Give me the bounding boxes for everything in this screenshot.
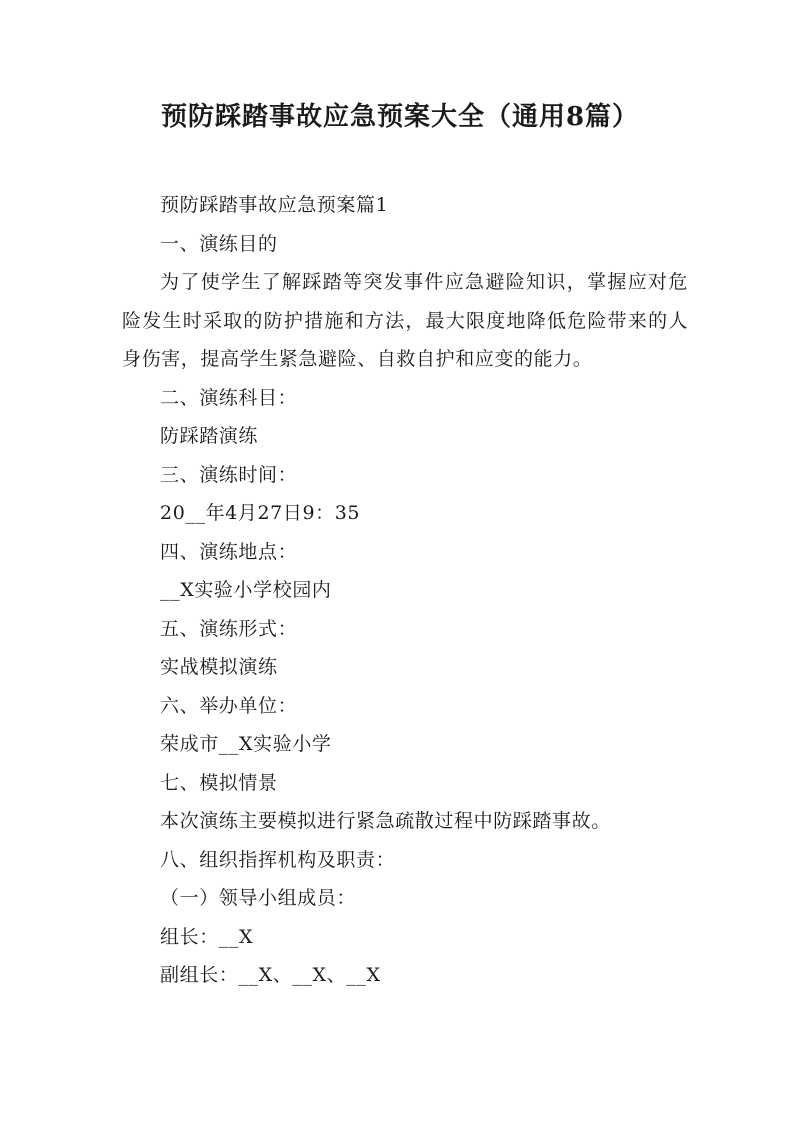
heading-scenario: 七、模拟情景	[160, 771, 278, 794]
paragraph-deputy-leaders: 副组长：__X、__X、__X	[160, 964, 381, 986]
section-heading: 预防踩踏事故应急预案篇1	[160, 194, 389, 216]
paragraph-scenario: 本次演练主要模拟进行紧急疏散过程中防踩踏事故。	[160, 810, 611, 832]
heading-drill-time: 三、演练时间：	[160, 463, 298, 486]
paragraph-drill-subject: 防踩踏演练	[160, 425, 259, 447]
subheading-leadership-group: （一）领导小组成员：	[160, 887, 357, 909]
heading-drill-subject: 二、演练科目：	[160, 386, 298, 409]
paragraph-organizer: 荣成市__X实验小学	[160, 733, 332, 755]
heading-organizer: 六、举办单位：	[160, 694, 298, 717]
paragraph-drill-form: 实战模拟演练	[160, 656, 278, 678]
document-title: 预防踩踏事故应急预案大全（通用8篇）	[160, 102, 640, 132]
heading-organization: 八、组织指挥机构及职责：	[160, 848, 396, 871]
paragraph-drill-location: __X实验小学校园内	[160, 579, 332, 601]
document-body	[122, 186, 688, 995]
heading-drill-form: 五、演练形式：	[160, 617, 298, 640]
paragraph-group-leader: 组长：__X	[160, 925, 254, 948]
paragraph-drill-purpose: 为了使学生了解踩踏等突发事件应急避险知识，掌握应对危险发生时采取的防护措施和方法，最大限度地降低危险带来的人身伤害，提高学生紧急避险、自救自护和应变的能力。	[122, 271, 688, 370]
paragraph-drill-time: 20__年4月27日9：35	[160, 502, 361, 524]
heading-drill-purpose: 一、演练目的	[160, 232, 278, 255]
heading-drill-location: 四、演练地点：	[160, 540, 298, 563]
